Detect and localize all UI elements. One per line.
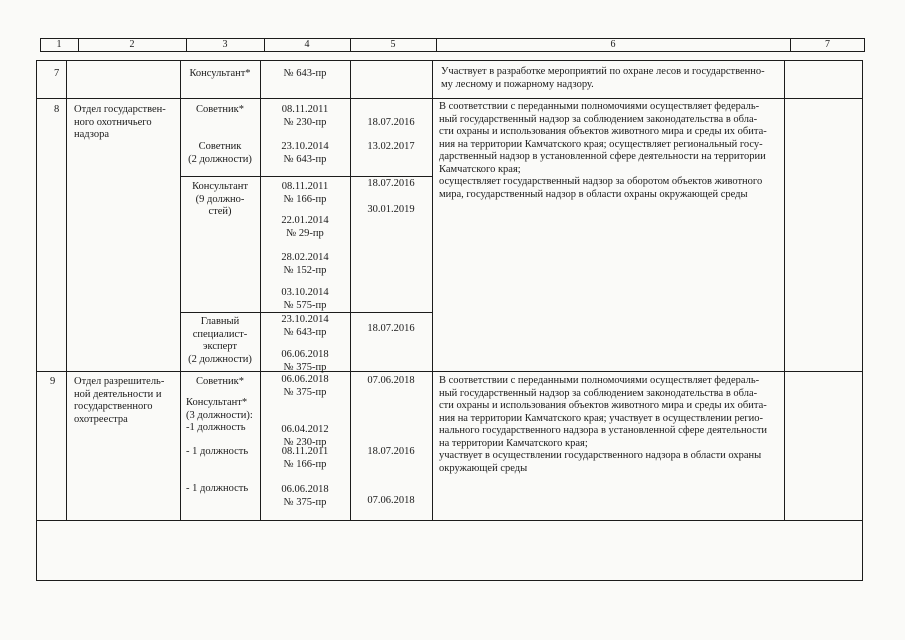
duties-description: В соответствии с переданными полномочиями осуществляет федераль-	[439, 375, 760, 386]
row-divider	[180, 312, 432, 313]
position-title: Консультант*	[186, 397, 248, 408]
position-title: Советник	[198, 141, 242, 152]
column-header: 5	[390, 39, 396, 50]
column-header: 6	[610, 39, 616, 50]
row-number: 9	[50, 376, 56, 387]
duties-description: ния на территории Камчатского края; участвует в осуществлении регио-	[439, 412, 764, 424]
column-header: 7	[825, 39, 830, 50]
change-date: 13.02.2017	[367, 141, 415, 152]
position-title: специалист-	[192, 328, 248, 340]
row-number: 7	[54, 68, 60, 79]
position-title: - 1 должность	[186, 446, 249, 457]
column-header: 1	[56, 39, 62, 50]
order-reference: 22.01.2014	[281, 215, 329, 226]
change-date: 07.06.2018	[367, 495, 415, 506]
duties-description: му лесному и пожарному надзору.	[441, 78, 594, 90]
duties-description: ный государственный надзор за соблюдением законодательства в обла-	[439, 113, 758, 125]
column-divider	[784, 60, 785, 520]
position-title: стей)	[208, 206, 232, 217]
change-date: 18.07.2016	[367, 446, 415, 457]
duties-description: В соответствии с переданными полномочиями осуществляет федераль-	[439, 101, 760, 112]
order-reference: № 575-пр	[283, 299, 327, 311]
order-reference: № 375-пр	[283, 361, 327, 373]
column-header: 3	[222, 39, 228, 50]
duties-description: участвует в осуществлении государственного надзора в области охраны	[439, 450, 762, 461]
duties-description: на территории Камчатского края;	[439, 437, 588, 449]
duties-description: нального государственного надзора в установленной сфере деятельности	[439, 425, 768, 436]
order-reference: № 375-пр	[283, 496, 327, 508]
position-title: (2 должности)	[188, 153, 252, 165]
column-divider	[432, 60, 433, 520]
department-name: охотреестра	[74, 413, 128, 425]
column-header: 2	[129, 39, 135, 50]
duties-description: осуществляет государственный надзор за оборотом объектов животного	[439, 176, 763, 187]
order-reference: № 643-пр	[283, 153, 327, 165]
duties-description: Участвует в разработке мероприятий по охране лесов и государственно-	[441, 66, 765, 77]
department-name: Отдел государствен-	[74, 104, 166, 115]
position-title: (9 должно-	[195, 193, 245, 205]
duties-description: Камчатского края;	[439, 163, 521, 175]
change-date: 30.01.2019	[367, 204, 415, 215]
position-title: - 1 должность	[186, 483, 249, 494]
order-reference: № 29-пр	[286, 227, 324, 239]
change-date: 07.06.2018	[367, 375, 415, 386]
order-reference: № 166-пр	[283, 193, 327, 205]
position-title: (2 должности)	[188, 353, 252, 365]
position-title: эксперт	[203, 341, 237, 352]
duties-description: ния на территории Камчатского края; осуществляет региональный госу-	[439, 138, 763, 150]
row-divider	[180, 176, 432, 177]
order-reference: 08.11.2011	[281, 446, 329, 457]
department-name: государственного	[74, 401, 153, 412]
order-reference: № 166-пр	[283, 458, 327, 470]
order-reference: № 643-пр	[283, 68, 327, 79]
order-reference: № 643-пр	[283, 326, 327, 338]
column-divider	[180, 60, 181, 520]
order-reference: 08.11.2011	[281, 104, 329, 115]
order-reference: 23.10.2014	[281, 314, 329, 325]
position-title: Советник*	[196, 376, 244, 387]
column-divider	[66, 60, 67, 520]
order-reference: 06.06.2018	[281, 349, 329, 360]
order-reference: № 230-пр	[283, 116, 327, 128]
order-reference: 06.06.2018	[281, 484, 329, 495]
order-reference: № 152-пр	[283, 264, 327, 276]
order-reference: № 230-пр	[283, 436, 327, 448]
row-divider	[36, 371, 863, 372]
order-reference: 08.11.2011	[281, 181, 329, 192]
change-date: 18.07.2016	[367, 178, 415, 189]
change-date: 18.07.2016	[367, 323, 415, 334]
position-title: Консультант*	[189, 68, 251, 79]
order-reference: 28.02.2014	[281, 252, 329, 263]
duties-description: мира, государственный надзор в области охраны окружающей среды	[439, 188, 748, 200]
duties-description: ный государственный надзор за соблюдением законодательства в обла-	[439, 387, 758, 399]
order-reference: 06.04.2012	[281, 424, 329, 435]
position-title: (3 должности):	[186, 409, 253, 421]
row-divider	[36, 520, 863, 521]
change-date: 18.07.2016	[367, 116, 415, 128]
duties-description: сти охраны и использования объектов животного мира и среды их обита-	[439, 126, 767, 137]
position-title: Советник*	[196, 104, 244, 115]
department-name: ного охотничьего	[74, 116, 152, 128]
row-divider	[36, 98, 863, 99]
order-reference: 03.10.2014	[281, 287, 329, 298]
duties-description: сти охраны и использования объектов животного мира и среды их обита-	[439, 400, 767, 411]
position-title: Главный	[200, 316, 240, 327]
order-reference: 23.10.2014	[281, 141, 329, 152]
column-header: 4	[304, 39, 310, 50]
department-name: Отдел разрешитель-	[74, 376, 165, 387]
department-name: надзора	[74, 129, 109, 140]
duties-description: дарственный надзор в установленной сфере деятельности на территории	[439, 151, 766, 162]
duties-description: окружающей среды	[439, 462, 528, 474]
row-number: 8	[54, 104, 60, 115]
order-reference: № 375-пр	[283, 386, 327, 398]
position-title: Консультант	[192, 181, 248, 192]
department-name: ной деятельности и	[74, 388, 162, 400]
order-reference: 06.06.2018	[281, 374, 329, 385]
position-title: -1 должность	[186, 422, 246, 433]
